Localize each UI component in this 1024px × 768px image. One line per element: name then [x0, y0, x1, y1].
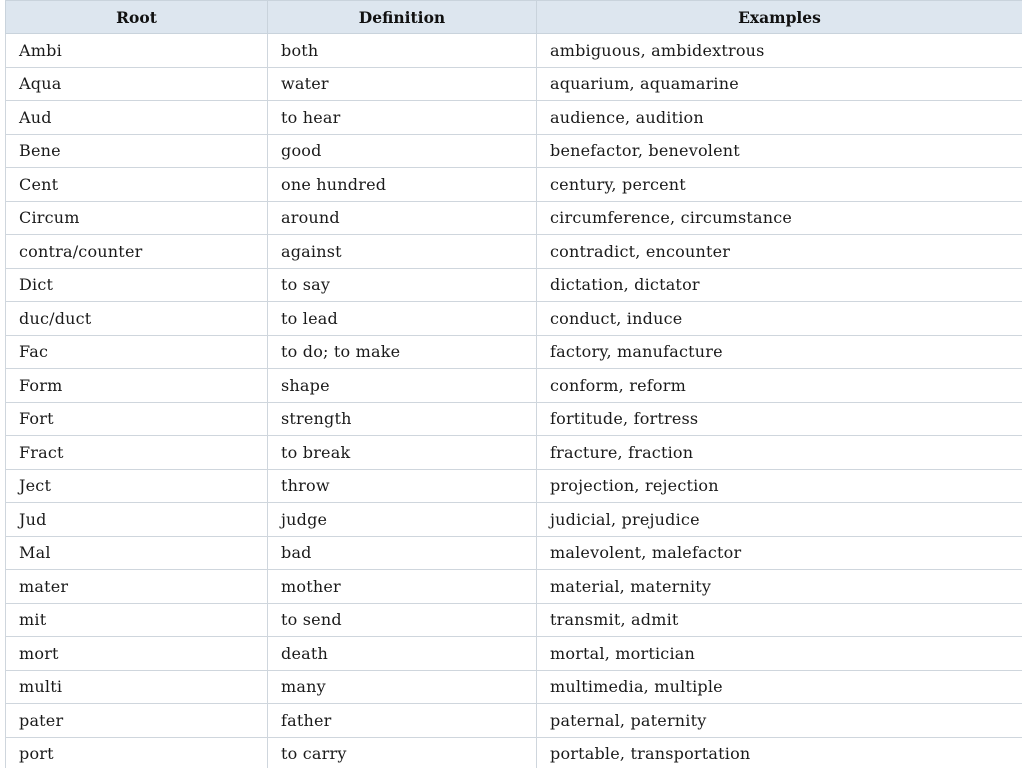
definition-cell: one hundred	[268, 168, 537, 202]
definition-cell: to send	[268, 603, 537, 637]
examples-cell: paternal, paternity	[537, 704, 1023, 738]
examples-cell: fracture, fraction	[537, 436, 1023, 470]
examples-cell: conduct, induce	[537, 302, 1023, 336]
examples-cell: multimedia, multiple	[537, 670, 1023, 704]
definition-cell: judge	[268, 503, 537, 537]
examples-cell: dictation, dictator	[537, 268, 1023, 302]
table-row	[6, 34, 1023, 68]
table-row	[6, 101, 1023, 135]
definition-cell: bad	[268, 536, 537, 570]
table-header-row	[6, 1, 1023, 34]
column-header-root: Root	[6, 1, 268, 34]
table-body	[6, 34, 1023, 768]
root-cell: mit	[6, 603, 268, 637]
root-cell: Aqua	[6, 67, 268, 101]
root-cell: Fract	[6, 436, 268, 470]
definition-cell: throw	[268, 469, 537, 503]
table-row	[6, 737, 1023, 768]
examples-cell: contradict, encounter	[537, 235, 1023, 269]
table-row	[6, 235, 1023, 269]
root-cell: Dict	[6, 268, 268, 302]
definition-cell: to lead	[268, 302, 537, 336]
root-cell: contra/counter	[6, 235, 268, 269]
table-row	[6, 469, 1023, 503]
root-cell: pater	[6, 704, 268, 738]
examples-cell: projection, rejection	[537, 469, 1023, 503]
root-cell: Fac	[6, 335, 268, 369]
column-header-definition: Definition	[268, 1, 537, 34]
examples-cell: ambiguous, ambidextrous	[537, 34, 1023, 68]
examples-cell: material, maternity	[537, 570, 1023, 604]
definition-cell: to carry	[268, 737, 537, 768]
root-cell: Aud	[6, 101, 268, 135]
definition-cell: to hear	[268, 101, 537, 135]
examples-cell: century, percent	[537, 168, 1023, 202]
definition-cell: to break	[268, 436, 537, 470]
table-row	[6, 168, 1023, 202]
table-row	[6, 704, 1023, 738]
root-cell: Mal	[6, 536, 268, 570]
definition-cell: mother	[268, 570, 537, 604]
roots-table-container	[5, 0, 1022, 768]
table-row	[6, 536, 1023, 570]
definition-cell: to do; to make	[268, 335, 537, 369]
definition-cell: many	[268, 670, 537, 704]
table-row	[6, 201, 1023, 235]
examples-cell: portable, transportation	[537, 737, 1023, 768]
column-header-examples: Examples	[537, 1, 1023, 34]
examples-cell: benefactor, benevolent	[537, 134, 1023, 168]
examples-cell: factory, manufacture	[537, 335, 1023, 369]
root-cell: Form	[6, 369, 268, 403]
examples-cell: malevolent, malefactor	[537, 536, 1023, 570]
definition-cell: father	[268, 704, 537, 738]
definition-cell: strength	[268, 402, 537, 436]
root-cell: Fort	[6, 402, 268, 436]
table-row	[6, 570, 1023, 604]
examples-cell: mortal, mortician	[537, 637, 1023, 671]
root-cell: port	[6, 737, 268, 768]
examples-cell: transmit, admit	[537, 603, 1023, 637]
table-row	[6, 670, 1023, 704]
examples-cell: conform, reform	[537, 369, 1023, 403]
root-cell: Jud	[6, 503, 268, 537]
table-row	[6, 134, 1023, 168]
root-cell: Cent	[6, 168, 268, 202]
examples-cell: fortitude, fortress	[537, 402, 1023, 436]
table-row	[6, 268, 1023, 302]
examples-cell: audience, audition	[537, 101, 1023, 135]
root-cell: Bene	[6, 134, 268, 168]
definition-cell: good	[268, 134, 537, 168]
root-cell: mort	[6, 637, 268, 671]
table-row	[6, 603, 1023, 637]
table-row	[6, 369, 1023, 403]
root-cell: multi	[6, 670, 268, 704]
root-cell: Ject	[6, 469, 268, 503]
examples-cell: judicial, prejudice	[537, 503, 1023, 537]
definition-cell: both	[268, 34, 537, 68]
table-row	[6, 436, 1023, 470]
definition-cell: death	[268, 637, 537, 671]
word-roots-table	[5, 0, 1022, 768]
root-cell: mater	[6, 570, 268, 604]
root-cell: duc/duct	[6, 302, 268, 336]
table-row	[6, 67, 1023, 101]
table-row	[6, 402, 1023, 436]
root-cell: Ambi	[6, 34, 268, 68]
definition-cell: to say	[268, 268, 537, 302]
definition-cell: shape	[268, 369, 537, 403]
root-cell: Circum	[6, 201, 268, 235]
table-row	[6, 302, 1023, 336]
definition-cell: against	[268, 235, 537, 269]
definition-cell: around	[268, 201, 537, 235]
examples-cell: circumference, circumstance	[537, 201, 1023, 235]
table-row	[6, 503, 1023, 537]
table-row	[6, 335, 1023, 369]
definition-cell: water	[268, 67, 537, 101]
table-row	[6, 637, 1023, 671]
examples-cell: aquarium, aquamarine	[537, 67, 1023, 101]
